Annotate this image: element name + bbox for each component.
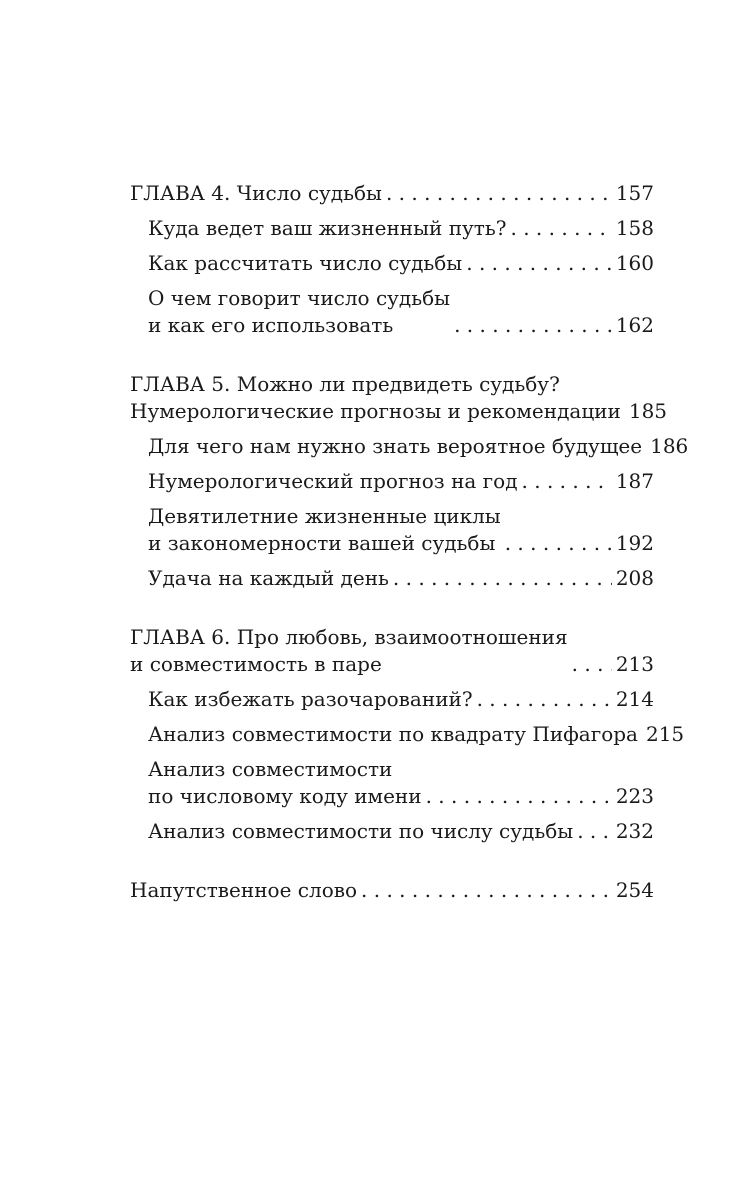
toc-item[interactable] [130, 721, 685, 748]
toc-entry-title: Куда ведет ваш жизненный путь? [148, 216, 507, 240]
toc-item[interactable] [130, 818, 654, 845]
dot-leader [389, 565, 612, 592]
toc-entry-title: Для чего нам нужно знать вероятное будущее [148, 434, 643, 458]
toc-chapter-6[interactable] [130, 624, 654, 678]
toc-entry-title: Как рассчитать число судьбы [148, 251, 463, 275]
toc-entry-title: Девятилетние жизненные циклы и закономерности вашей судьбы [148, 504, 501, 555]
toc-entry-title: Анализ совместимости по числу судьбы [148, 819, 574, 843]
dot-leader [450, 312, 612, 339]
toc-item[interactable] [130, 468, 654, 495]
toc-item[interactable] [130, 285, 654, 339]
toc-page-number: 215 [645, 722, 685, 746]
toc-item[interactable] [130, 756, 654, 810]
table-of-contents [130, 180, 689, 904]
toc-entry-title: ГЛАВА 6. Про любовь, взаимоотношения и совместимость в паре [130, 625, 568, 676]
toc-page-number: 214 [615, 687, 654, 711]
toc-page-number: 213 [615, 652, 654, 676]
toc-page-number: 185 [628, 399, 668, 423]
toc-page-number: 192 [615, 531, 654, 555]
toc-page-number: 254 [615, 878, 654, 902]
dot-leader [462, 250, 612, 277]
toc-item[interactable] [130, 503, 654, 557]
toc-item[interactable] [130, 686, 654, 713]
toc-afterword[interactable] [130, 877, 654, 904]
toc-entry-title: Напутственное слово [130, 878, 358, 902]
toc-entry-title: Анализ совместимости по числовому коду имени [148, 757, 422, 808]
toc-page-number: 158 [615, 216, 654, 240]
toc-page-number: 162 [615, 313, 654, 337]
toc-entry-title: Удача на каждый день [148, 566, 389, 590]
toc-entry-title: Нумерологический прогноз на год [148, 469, 518, 493]
dot-leader [573, 818, 612, 845]
toc-item[interactable] [130, 250, 654, 277]
toc-item[interactable] [130, 433, 689, 460]
dot-leader [382, 180, 612, 207]
dot-leader [507, 215, 612, 242]
toc-item[interactable] [130, 215, 654, 242]
dot-leader [518, 468, 612, 495]
toc-page-number: 186 [650, 434, 689, 458]
dot-leader [568, 651, 612, 678]
dot-leader [501, 530, 612, 557]
toc-entry-title: ГЛАВА 5. Можно ли предвидеть судьбу? Нумерологические прогнозы и рекомендации [130, 372, 621, 423]
dot-leader [473, 686, 612, 713]
toc-page-number: 232 [615, 819, 654, 843]
toc-page-number: 223 [615, 784, 654, 808]
toc-entry-title: ГЛАВА 4. Число судьбы [130, 181, 382, 205]
toc-chapter-5[interactable] [130, 371, 668, 425]
toc-chapter-4[interactable] [130, 180, 654, 207]
toc-page-number: 187 [615, 469, 654, 493]
toc-entry-title: Анализ совместимости по квадрату Пифагора [148, 722, 638, 746]
dot-leader [422, 783, 612, 810]
toc-page-number: 157 [615, 181, 654, 205]
toc-page-number: 160 [615, 251, 654, 275]
toc-item[interactable] [130, 565, 654, 592]
toc-page-number: 208 [615, 566, 654, 590]
toc-entry-title: Как избежать разочарований? [148, 687, 473, 711]
toc-entry-title: О чем говорит число судьбы и как его использовать [148, 286, 451, 337]
dot-leader [357, 877, 612, 904]
